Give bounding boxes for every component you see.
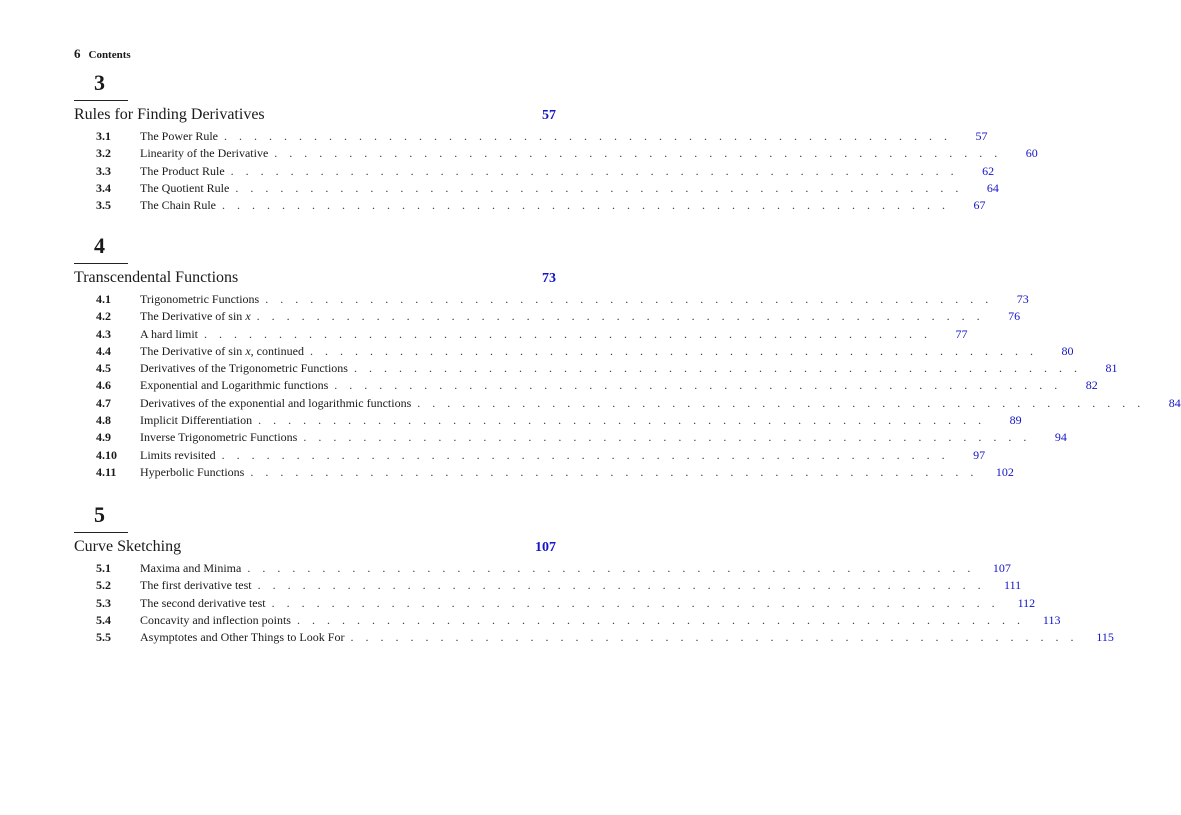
chapter-title[interactable]: Rules for Finding Derivatives	[74, 106, 265, 123]
dot-leader: . . . . . . . . . . . . . . . . . . . . . . . . . . . . . . . . . . . . . . . . . . . . . . . . .	[221, 447, 950, 462]
section-title[interactable]: Maxima and Minima	[140, 561, 242, 575]
section-number: 5.1	[96, 561, 111, 575]
toc-entry[interactable]	[74, 561, 1011, 578]
section-page-link[interactable]: 62	[982, 163, 995, 178]
chapter-title[interactable]: Curve Sketching	[74, 538, 182, 555]
section-title[interactable]: The first derivative test	[140, 578, 252, 593]
toc-entry[interactable]	[74, 326, 968, 344]
section-title[interactable]: Linearity of the Derivative	[140, 146, 269, 161]
dot-leader: . . . . . . . . . . . . . . . . . . . . . . . . . . . . . . . . . . . . . . . . . . . . . . . . .	[221, 198, 950, 213]
running-head	[74, 46, 131, 62]
toc-entry[interactable]	[74, 578, 1022, 595]
section-title[interactable]: Derivatives of the exponential and logarithmic functions	[140, 395, 412, 410]
dot-leader: . . . . . . . . . . . . . . . . . . . . . . . . . . . . . . . . . . . . . . . . . . . . . . . . .	[296, 612, 1025, 627]
toc-entry[interactable]	[74, 378, 1098, 395]
dot-leader: . . . . . . . . . . . . . . . . . . . . . . . . . . . . . . . . . . . . . . . . . . . . . . . . .	[257, 578, 986, 593]
section-title[interactable]: Asymptotes and Other Things to Look For	[140, 630, 345, 645]
dot-leader: . . . . . . . . . . . . . . . . . . . . . . . . . . . . . . . . . . . . . . . . . . . . . . . . .	[247, 561, 975, 575]
toc-entry[interactable]	[74, 361, 1118, 378]
section-number: 4.9	[96, 430, 111, 445]
dot-leader: . . . . . . . . . . . . . . . . . . . . . . . . . . . . . . . . . . . . . . . . . . . . . . . . .	[230, 163, 959, 178]
dot-leader: . . . . . . . . . . . . . . . . . . . . . . . . . . . . . . . . . . . . . . . . . . . . . . . . .	[334, 378, 1062, 393]
section-page-link[interactable]: 94	[1054, 430, 1067, 445]
toc-entry[interactable]	[74, 163, 995, 181]
section-number: 5.5	[96, 630, 111, 645]
section-page-link[interactable]: 89	[1009, 413, 1022, 428]
toc-entry[interactable]	[74, 292, 1029, 309]
section-page-link[interactable]: 76	[1008, 309, 1021, 324]
toc-entry[interactable]	[74, 595, 1036, 613]
dot-leader: . . . . . . . . . . . . . . . . . . . . . . . . . . . . . . . . . . . . . . . . . . . . . . . . .	[309, 343, 1038, 358]
chapter-heading[interactable]	[74, 269, 556, 289]
section-title[interactable]: Limits revisited	[140, 447, 216, 462]
chapter-number: 4	[94, 233, 105, 258]
section-title[interactable]: The Derivative of sin x	[140, 309, 251, 324]
section-page-link[interactable]: 60	[1025, 146, 1038, 161]
section-title[interactable]: Concavity and inflection points	[140, 612, 291, 627]
section-title[interactable]: Hyperbolic Functions	[140, 464, 245, 479]
section-page-link[interactable]: 112	[1017, 595, 1036, 610]
chapter-3	[74, 70, 1038, 215]
dot-leader: . . . . . . . . . . . . . . . . . . . . . . . . . . . . . . . . . . . . . . . . . . . . . . . . .	[258, 413, 986, 428]
section-page-link[interactable]: 111	[1004, 578, 1022, 593]
section-list	[74, 292, 1181, 482]
toc-entry[interactable]	[74, 612, 1061, 630]
section-number: 5.2	[96, 578, 111, 593]
section-title[interactable]: Derivatives of the Trigonometric Functions	[140, 361, 348, 376]
section-page-link[interactable]: 77	[955, 326, 968, 341]
dot-leader: . . . . . . . . . . . . . . . . . . . . . . . . . . . . . . . . . . . . . . . . . . . . . . . . .	[250, 464, 978, 479]
section-page-link[interactable]: 97	[973, 447, 986, 462]
section-page-link[interactable]: 73	[1016, 292, 1029, 306]
toc-entry[interactable]	[74, 447, 986, 465]
dot-leader: . . . . . . . . . . . . . . . . . . . . . . . . . . . . . . . . . . . . . . . . . . . . . . . . .	[271, 595, 1000, 610]
chapter-4	[74, 233, 1181, 482]
toc-entry[interactable]	[74, 309, 1021, 326]
section-page-link[interactable]: 81	[1105, 361, 1118, 376]
chapter-number: 3	[94, 70, 105, 95]
toc-entry[interactable]	[74, 343, 1074, 361]
dot-leader: . . . . . . . . . . . . . . . . . . . . . . . . . . . . . . . . . . . . . . . . . . . . . . . . .	[274, 146, 1002, 161]
toc-entry[interactable]	[74, 464, 1014, 482]
section-number: 4.3	[96, 326, 111, 341]
dot-leader: . . . . . . . . . . . . . . . . . . . . . . . . . . . . . . . . . . . . . . . . . . . . . . . . .	[303, 430, 1031, 445]
section-number: 5.4	[96, 612, 111, 627]
section-page-link[interactable]: 113	[1042, 612, 1061, 627]
section-number: 3.2	[96, 146, 111, 161]
section-number: 4.2	[96, 309, 111, 324]
section-number: 5.3	[96, 595, 111, 610]
chapter-rule	[74, 263, 128, 264]
section-title[interactable]: The Product Rule	[140, 163, 225, 178]
page-number: 6	[74, 46, 81, 61]
toc-entry[interactable]	[74, 198, 986, 215]
section-number: 4.7	[96, 395, 111, 410]
section-page-link[interactable]: 102	[995, 464, 1014, 479]
section-page-link[interactable]: 82	[1085, 378, 1098, 393]
section-number: 4.11	[96, 464, 117, 479]
chapter-page-link[interactable]: 57	[542, 108, 556, 123]
section-number: 4.5	[96, 361, 111, 376]
section-page-link[interactable]: 64	[986, 180, 999, 195]
section-number: 4.1	[96, 292, 111, 306]
chapter-page-link[interactable]: 73	[542, 271, 556, 286]
section-page-link[interactable]: 115	[1096, 630, 1114, 645]
section-number: 4.10	[96, 447, 117, 462]
chapter-page-link[interactable]: 107	[535, 540, 556, 555]
section-page-link[interactable]: 107	[992, 561, 1011, 575]
section-title[interactable]: A hard limit	[140, 326, 198, 341]
section-number: 3.5	[96, 198, 111, 213]
chapter-heading[interactable]	[74, 106, 556, 126]
toc-entry[interactable]	[74, 146, 1038, 163]
section-title[interactable]: Trigonometric Functions	[140, 292, 260, 306]
section-number: 4.6	[96, 378, 111, 393]
section-page-link[interactable]: 67	[973, 198, 986, 213]
toc-entry[interactable]	[74, 180, 999, 198]
section-title[interactable]: The Quotient Rule	[140, 180, 230, 195]
dot-leader: . . . . . . . . . . . . . . . . . . . . . . . . . . . . . . . . . . . . . . . . . . . . . . . . .	[265, 292, 993, 306]
toc-entry[interactable]	[74, 630, 1114, 647]
section-page-link[interactable]: 84	[1168, 395, 1181, 410]
toc-entry[interactable]	[74, 129, 988, 146]
toc-entry[interactable]	[74, 430, 1067, 447]
chapter-heading[interactable]	[74, 538, 556, 558]
section-title[interactable]: Exponential and Logarithmic functions	[140, 378, 329, 393]
toc-entry[interactable]	[74, 413, 1022, 430]
dot-leader: . . . . . . . . . . . . . . . . . . . . . . . . . . . . . . . . . . . . . . . . . . . . . . . . .	[256, 309, 985, 324]
chapter-5	[74, 502, 1114, 647]
section-list	[74, 561, 1114, 647]
dot-leader: . . . . . . . . . . . . . . . . . . . . . . . . . . . . . . . . . . . . . . . . . . . . . . . . .	[223, 129, 952, 143]
section-title[interactable]: Implicit Differentiation	[140, 413, 253, 428]
dot-leader: . . . . . . . . . . . . . . . . . . . . . . . . . . . . . . . . . . . . . . . . . . . . . . . . .	[417, 395, 1145, 410]
chapter-title[interactable]: Transcendental Functions	[74, 269, 239, 286]
section-title[interactable]: The Derivative of sin x, continued	[140, 343, 304, 358]
section-title[interactable]: The Chain Rule	[140, 198, 216, 213]
dot-leader: . . . . . . . . . . . . . . . . . . . . . . . . . . . . . . . . . . . . . . . . . . . . . . . . .	[204, 326, 932, 341]
section-number: 3.1	[96, 129, 111, 143]
chapter-rule	[74, 100, 128, 101]
dot-leader: . . . . . . . . . . . . . . . . . . . . . . . . . . . . . . . . . . . . . . . . . . . . . . . . .	[353, 361, 1082, 376]
section-number: 3.3	[96, 163, 111, 178]
section-page-link[interactable]: 80	[1061, 343, 1074, 358]
section-title[interactable]: The second derivative test	[140, 595, 266, 610]
section-number: 4.8	[96, 413, 111, 428]
section-title[interactable]: Inverse Trigonometric Functions	[140, 430, 298, 445]
section-number: 3.4	[96, 180, 111, 195]
chapter-number: 5	[94, 502, 105, 527]
chapter-rule	[74, 532, 128, 533]
running-head-label: Contents	[88, 49, 131, 61]
section-title[interactable]: The Power Rule	[140, 129, 218, 143]
section-number: 4.4	[96, 343, 111, 358]
dot-leader: . . . . . . . . . . . . . . . . . . . . . . . . . . . . . . . . . . . . . . . . . . . . . . . . .	[235, 180, 963, 195]
section-page-link[interactable]: 57	[975, 129, 988, 143]
section-list	[74, 129, 1038, 215]
toc-entry[interactable]	[74, 395, 1181, 413]
dot-leader: . . . . . . . . . . . . . . . . . . . . . . . . . . . . . . . . . . . . . . . . . . . . . . . . .	[350, 630, 1078, 645]
